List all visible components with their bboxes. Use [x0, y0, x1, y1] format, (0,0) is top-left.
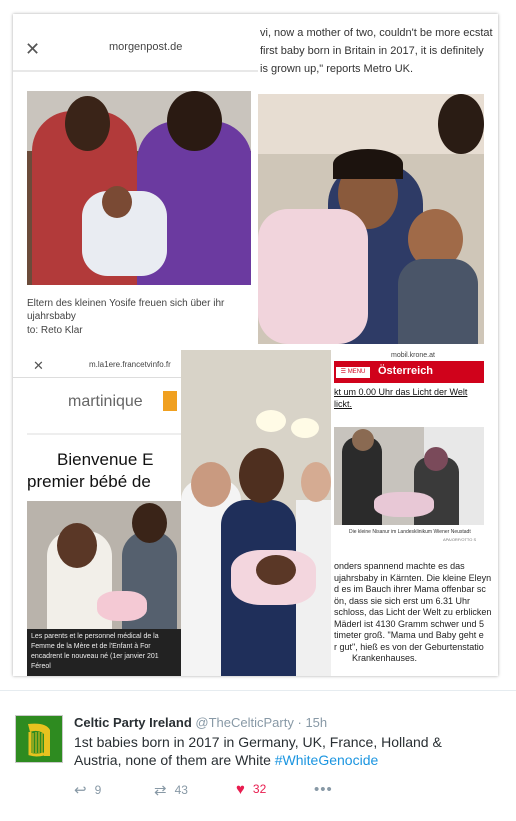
morgenpost-photo — [27, 91, 251, 285]
more-icon: ••• — [314, 781, 333, 798]
tweet-media-collage[interactable] — [13, 14, 498, 676]
tweet — [0, 690, 516, 821]
metro-text: vi, now a mother of two, couldn't be more ecstat first baby born in Britain in 2017, it is definitely is grown up," reports Metro UK. — [260, 27, 493, 75]
morgenpost-screenshot — [13, 14, 258, 344]
reply-count: 9 — [94, 783, 102, 797]
harp-icon — [16, 716, 62, 762]
reply-button[interactable] — [74, 781, 101, 799]
francetv-brand: martinique — [68, 393, 143, 410]
krone-photo-credit: APA/ORF/OTTO S — [443, 537, 477, 542]
krone-header — [334, 361, 484, 383]
morgenpost-caption: Eltern des kleinen Yosife freuen sich über ihr ujahrsbaby — [27, 298, 225, 322]
netherlands-photo — [181, 350, 331, 676]
krone-screenshot — [331, 349, 498, 676]
krone-link[interactable]: kt um 0.00 Uhr das Licht der Welt lickt. — [334, 387, 468, 409]
close-icon: ✕ — [25, 39, 41, 59]
francetv-domain: m.la1ere.francetvinfo.fr — [89, 360, 171, 369]
avatar[interactable] — [15, 715, 63, 763]
krone-body: onders spannend machte es das ujahrsbaby in Kärnten. Die kleine Eleyn d es im Bauch ihrer Mama offenbar sc ön, dass sie sich erst um 6.31 Uhr schloss, das Licht der Welt zu erblicken Mäderl ist 4130 Gramm schwer und 5 timeter groß. "Mama und Baby geht e r gut", hieß es von der Geburtenstatio Krankenhauses. — [334, 561, 492, 663]
francetv-photo — [27, 501, 183, 629]
tweet-body: 1st babies born in 2017 in Germany, UK, France, Holland & Austria, none of them are White — [74, 734, 442, 768]
krone-section: Österreich — [378, 365, 434, 377]
divider — [13, 70, 258, 72]
krone-domain: mobil.krone.at — [391, 352, 435, 359]
retweet-count: 43 — [174, 783, 188, 797]
display-name[interactable]: Celtic Party Ireland — [74, 715, 192, 730]
like-button[interactable] — [236, 781, 266, 798]
francetv-headline: Bienvenue E premier bébé de — [27, 450, 154, 491]
close-icon: ✕ — [33, 358, 44, 373]
separator: · — [297, 715, 302, 730]
krone-photo — [334, 427, 484, 525]
retweet-button[interactable] — [154, 781, 188, 799]
timestamp[interactable]: 15h — [305, 715, 328, 730]
like-count: 32 — [252, 782, 267, 796]
hamburger-icon: ☰ — [340, 369, 347, 375]
brand-logo-icon — [163, 391, 177, 411]
hashtag-link[interactable]: #WhiteGenocide — [274, 752, 379, 768]
francetv-caption: Les parents et le personnel médical de la Femme de la Mère et de l'Enfant à For encadrent le nouveau né (1er janvier 201 Féreol — [27, 629, 183, 676]
tweet-text — [74, 733, 484, 769]
menu-button[interactable]: ☰ MENU — [336, 367, 370, 378]
krone-photo-caption: Die kleine Nisanur im Landesklinikum Wiener Neustadt — [349, 529, 471, 535]
handle[interactable]: @TheCelticParty — [195, 715, 294, 730]
metro-screenshot — [258, 14, 498, 344]
metro-photo — [258, 94, 484, 344]
tweet-header — [74, 715, 327, 730]
reply-icon: ↩ — [74, 782, 87, 799]
morgenpost-credit: to: Reto Klar — [27, 325, 83, 336]
retweet-icon: ⇄ — [154, 782, 167, 799]
more-button[interactable] — [314, 781, 341, 798]
heart-icon: ♥ — [236, 781, 245, 798]
morgenpost-domain: morgenpost.de — [109, 41, 183, 53]
francetv-screenshot — [13, 349, 183, 676]
